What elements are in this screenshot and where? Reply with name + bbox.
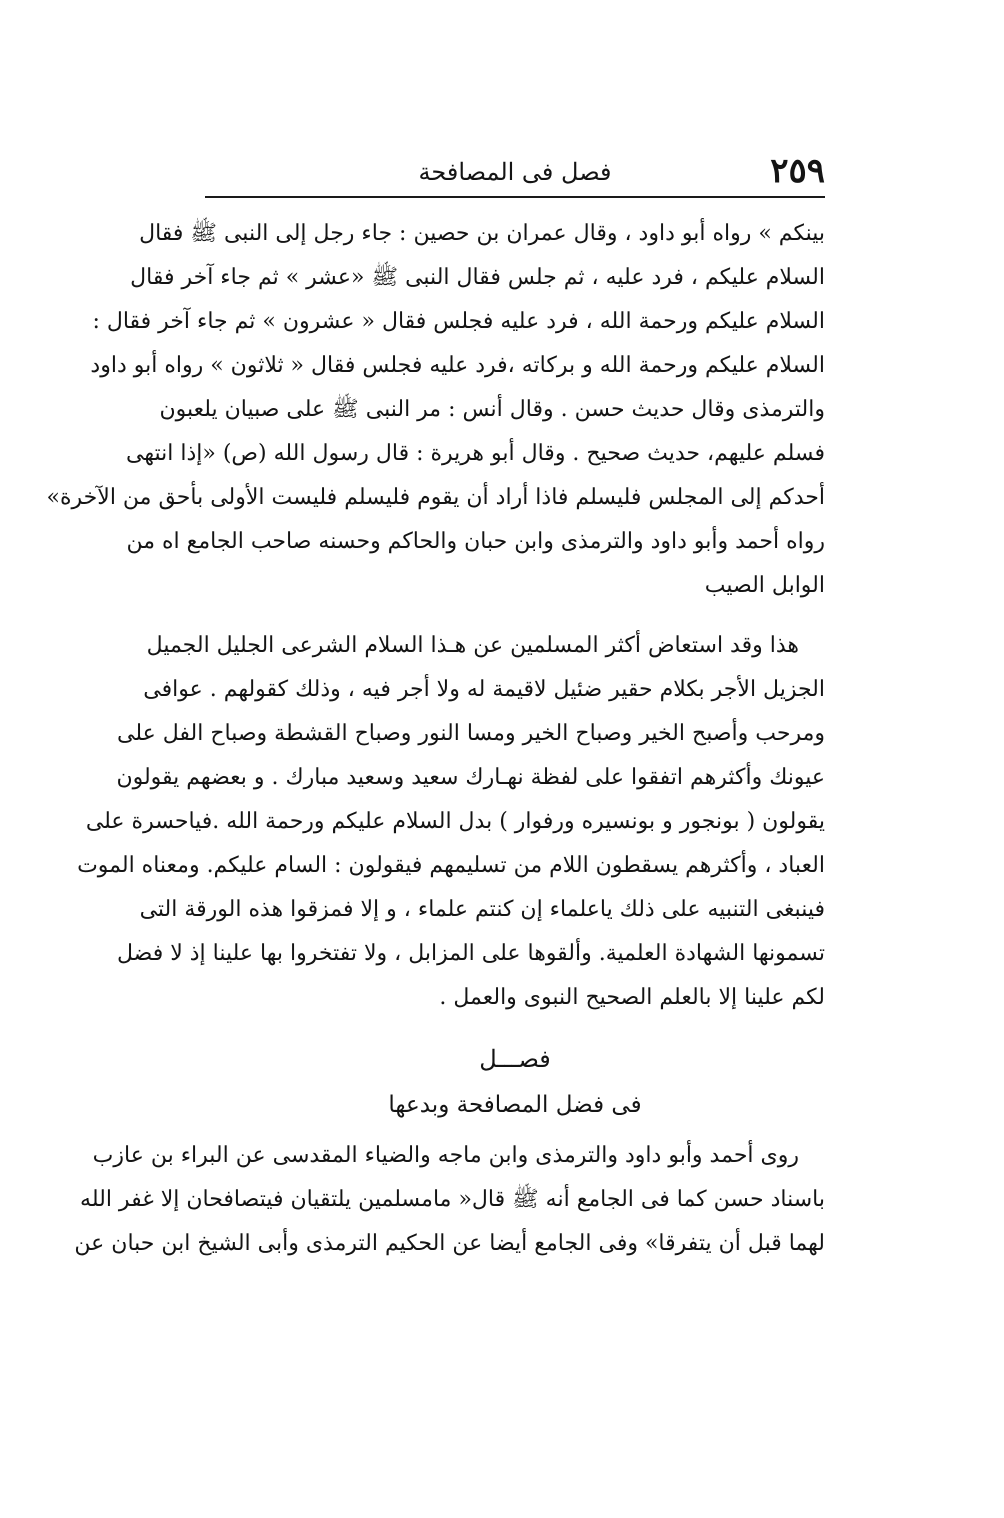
text-line: عيونك وأكثرهم اتفقوا على لفظة نهـارك سعيد وسعيد مبارك . و بعضهم يقولون bbox=[116, 765, 825, 790]
paragraph-gap bbox=[205, 608, 825, 624]
paragraph-1 bbox=[46, 212, 825, 608]
text-line: أحدكم إلى المجلس فليسلم فاذا أراد أن يقوم فليسلم فليست الأولى بأحق من الآخرة» bbox=[46, 485, 825, 510]
section-gap bbox=[205, 1020, 825, 1036]
text-line: السلام عليكم ، فرد عليه ، ثم جلس فقال النبى ﷺ «عشر » ثم جاء آخر فقال bbox=[130, 265, 825, 290]
text-line: تسمونها الشهادة العلمية. وألقوها على المزابل ، ولا تفتخروا بها علينا إذ لا فضل bbox=[116, 941, 825, 966]
text-line: السلام عليكم ورحمة الله ، فرد عليه فجلس فقال « عشرون » ثم جاء آخر فقال : bbox=[92, 309, 825, 334]
paragraph-3 bbox=[74, 1134, 825, 1266]
text-line: الجزيل الأجر بكلام حقير ضئيل لاقيمة له ولا أجر فيه ، وذلك كقولهم . عوافى bbox=[143, 677, 825, 702]
paragraph-2 bbox=[77, 624, 825, 1020]
text-line: والترمذى وقال حديث حسن . وقال أنس : مر النبى ﷺ على صبيان يلعبون bbox=[159, 397, 825, 422]
text-line: باسناد حسن كما فى الجامع أنه ﷺ قال« مامسلمين يلتقيان فيتصافحان إلا غفر الله bbox=[80, 1187, 825, 1212]
page-body bbox=[46, 212, 825, 1266]
text-line: لكم علينا إلا بالعلم الصحيح النبوى والعمل . bbox=[439, 985, 825, 1010]
text-line: فينبغى التنبيه على ذلك ياعلماء إن كنتم علماء ، و إلا فمزقوا هذه الورقة التى bbox=[139, 897, 825, 922]
text-line: يقولون ( بونجور و بونسيره ورفوار ) بدل السلام عليكم ورحمة الله .فياحسرة على bbox=[85, 809, 825, 834]
text-line: الوابل الصيب bbox=[704, 573, 825, 598]
header-rule bbox=[205, 196, 825, 198]
text-line: العباد ، وأكثرهم يسقطون اللام من تسليمهم فيقولون : السام عليكم. ومعناه الموت bbox=[77, 853, 825, 878]
section-subtitle: فى فضل المصافحة وبدعها bbox=[388, 1092, 642, 1118]
text-line: لهما قبل أن يتفرقا» وفى الجامع أيضا عن الحكيم الترمذى وأبى الشيخ ابن حبان عن bbox=[74, 1231, 825, 1256]
text-line: روى أحمد وأبو داود والترمذى وابن ماجه والضياء المقدسى عن البراء بن عازب bbox=[92, 1143, 799, 1168]
text-line: فسلم عليهم، حديث صحيح . وقال أبو هريرة : قال رسول الله (ص) «إذا انتهى bbox=[126, 441, 825, 466]
section-title: فصـــل bbox=[479, 1045, 551, 1073]
text-line: بينكم » رواه أبو داود ، وقال عمران بن حصين : جاء رجل إلى النبى ﷺ فقال bbox=[139, 221, 825, 246]
page-header bbox=[205, 150, 825, 192]
text-line: ومرحب وأصبح الخير وصباح الخير ومسا النور وصباح القشطة وصباح الفل على bbox=[116, 721, 825, 746]
running-title: فصل فى المصافحة bbox=[418, 158, 612, 186]
page-number: ٢٥٩ bbox=[770, 151, 825, 191]
text-line: رواه أحمد وأبو داود والترمذى وابن حبان والحاكم وحسنه صاحب الجامع اه من bbox=[126, 529, 825, 554]
text-line: السلام عليكم ورحمة الله و بركاته ،فرد عليه فجلس فقال « ثلاثون » رواه أبو داود bbox=[90, 353, 825, 378]
text-line: هذا وقد استعاض أكثر المسلمين عن هـذا السلام الشرعى الجليل الجميل bbox=[146, 633, 799, 658]
